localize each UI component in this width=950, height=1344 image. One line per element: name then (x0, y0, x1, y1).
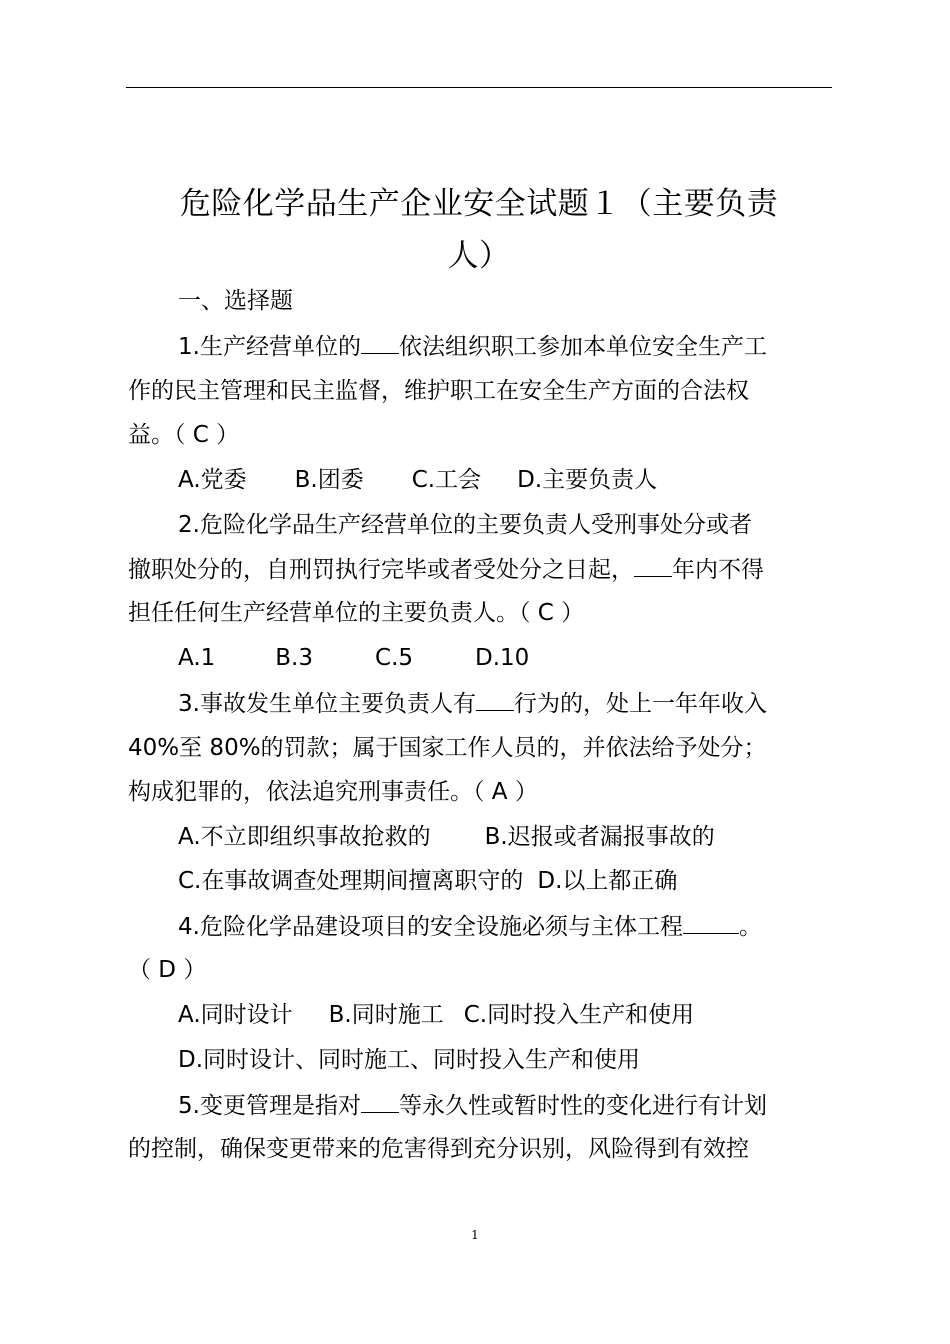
q4-line-1 (178, 911, 762, 942)
q2-text-pre: 撤职处分的，自刑罚执行完毕或者受处分之日起， (128, 557, 634, 583)
q3-option-d: D.以上都正确 (537, 868, 678, 894)
q2-option-d: D.10 (475, 645, 530, 671)
q4-text-pre: 4.危险化学品建设项目的安全设施必须与主体工程 (178, 914, 683, 940)
q4-line-2: （ D ） (128, 957, 207, 983)
q2-option-b: B.3 (275, 645, 314, 671)
q3-line-2: 40%至 80%的罚款；属于国家工作人员的，并依法给予处分； (128, 735, 767, 761)
q1-options (178, 465, 657, 495)
q3-option-b: B.迟报或者漏报事故的 (484, 824, 715, 850)
q4-option-d: D.同时设计、同时施工、同时投入生产和使用 (178, 1047, 641, 1073)
q4-blank (683, 911, 739, 934)
q3-text-post: 行为的，处上一年年收入 (513, 691, 767, 717)
q5-blank (361, 1090, 399, 1113)
q4-option-b: B.同时施工 (328, 1002, 444, 1028)
q3-option-a: A.不立即组织事故抢救的 (178, 824, 431, 850)
page-number: 1 (471, 1228, 479, 1242)
q1-line-1 (178, 331, 767, 362)
q1-option-a: A.党委 (178, 467, 247, 493)
header-rule (126, 87, 832, 88)
q3-text-pre: 3.事故发生单位主要负责人有 (178, 691, 476, 717)
q1-option-d: D.主要负责人 (517, 467, 658, 493)
q3-options-row-1 (178, 822, 715, 852)
q4-text-post: 。 (738, 914, 762, 940)
q1-text-post: 依法组织职工参加本单位安全生产工 (398, 334, 767, 360)
q3-blank (476, 688, 514, 711)
q2-options (178, 643, 529, 673)
q5-line-1 (178, 1090, 767, 1121)
q3-options-row-2 (178, 866, 677, 896)
q1-text-pre: 1.生产经营单位的 (178, 334, 361, 360)
q5-text-post: 等永久性或暂时性的变化进行有计划 (398, 1093, 767, 1119)
q3-line-1 (178, 688, 767, 719)
q2-line-1: 2.危险化学品生产经营单位的主要负责人受刑事处分或者 (178, 512, 752, 538)
q4-options-row-1 (178, 1000, 694, 1030)
q1-line-3: 益。（ C ） (128, 422, 240, 448)
title-line-2: 人） (447, 238, 511, 274)
q4-option-c: C.同时投入生产和使用 (463, 1002, 695, 1028)
q2-line-2 (128, 554, 764, 585)
q2-line-3: 担任任何生产经营单位的主要负责人。（ C ） (128, 600, 585, 626)
q4-option-a: A.同时设计 (178, 1002, 293, 1028)
q1-blank (361, 331, 399, 354)
q2-blank (634, 554, 672, 577)
q1-line-2: 作的民主管理和民主监督，维护职工在安全生产方面的合法权 (128, 378, 749, 404)
q2-text-post: 年内不得 (672, 557, 764, 583)
q5-text-pre: 5.变更管理是指对 (178, 1093, 361, 1119)
section-heading: 一、选择题 (178, 288, 293, 314)
q3-option-c: C.在事故调查处理期间擅离职守的 (178, 868, 524, 894)
q1-option-c: C.工会 (411, 467, 482, 493)
document-title (126, 178, 832, 282)
title-line-1: 危险化学品生产企业安全试题１（主要负责 (179, 186, 779, 222)
q2-option-c: C.5 (375, 645, 414, 671)
q2-option-a: A.1 (178, 645, 216, 671)
q5-line-2: 的控制，确保变更带来的危害得到充分识别，风险得到有效控 (128, 1136, 749, 1162)
q1-option-b: B.团委 (294, 467, 364, 493)
q3-line-3: 构成犯罪的，依法追究刑事责任。（ A ） (128, 779, 538, 805)
